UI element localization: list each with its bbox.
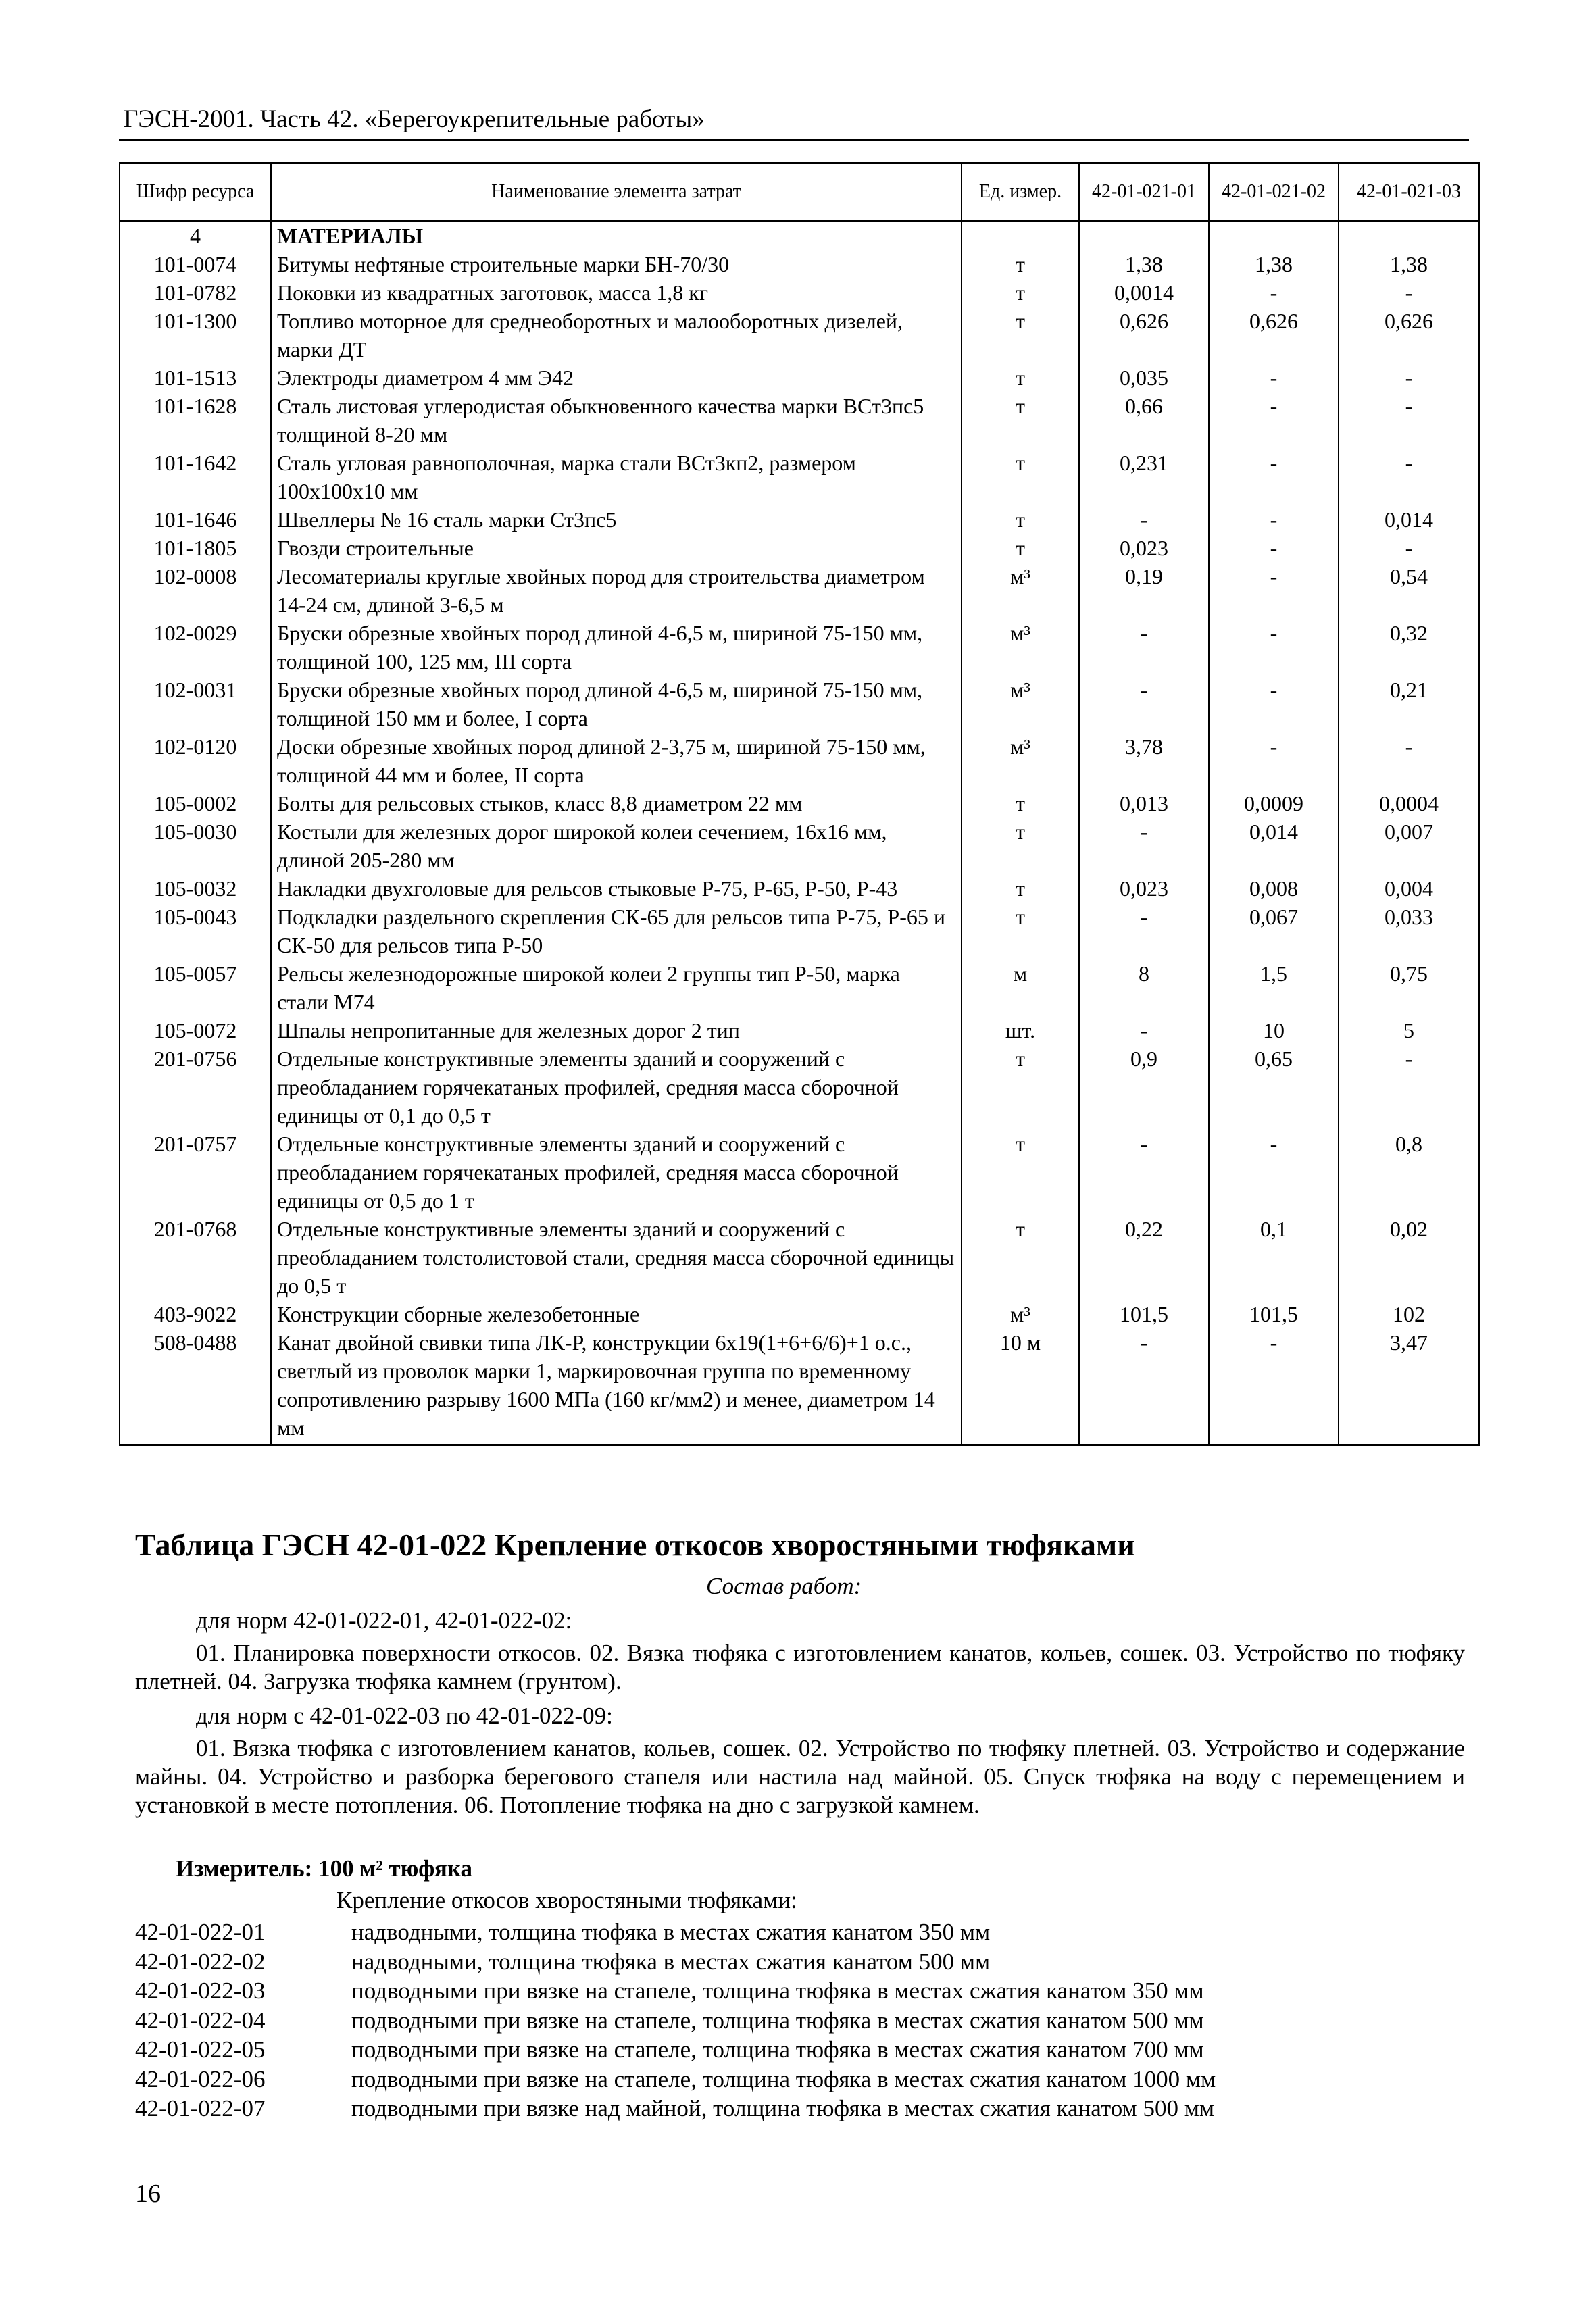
- cell-v1: 0,0014: [1079, 278, 1209, 307]
- cell-unit: м³: [962, 619, 1079, 676]
- list-item: [135, 1917, 1216, 1947]
- cell-v3: -: [1339, 392, 1479, 449]
- variant-code: 42-01-022-07: [135, 2095, 266, 2121]
- cell-name: Подкладки раздельного скрепления СК-65 для рельсов типа Р-75, Р-65 и СК-50 для рельсов типа Р-50: [271, 903, 962, 959]
- cell-v1: 101,5: [1079, 1300, 1209, 1328]
- cell-v2: -: [1209, 732, 1339, 789]
- cell-v1: 3,78: [1079, 732, 1209, 789]
- cell-v2: -: [1209, 1130, 1339, 1215]
- cell-v3: 0,75: [1339, 959, 1479, 1016]
- cell-v2: 0,008: [1209, 874, 1339, 903]
- cell-name: Шпалы непропитанные для железных дорог 2 тип: [271, 1016, 962, 1045]
- cell-code: 105-0030: [120, 818, 271, 874]
- cell-v3: -: [1339, 534, 1479, 562]
- table-row: [120, 619, 1479, 676]
- running-header: ГЭСН-2001. Часть 42. «Берегоукрепительные работы»: [124, 105, 705, 133]
- variant-code: 42-01-022-05: [135, 2036, 266, 2063]
- cell-v1: -: [1079, 676, 1209, 732]
- cell-unit: т: [962, 250, 1079, 278]
- materials-body: [120, 221, 1479, 1445]
- cell-unit: т: [962, 278, 1079, 307]
- cell-v3: 0,626: [1339, 307, 1479, 363]
- cell-name: Отдельные конструктивные элементы зданий и сооружений с преобладанием горячекатаных профилей, средняя масса сборочной единицы от 0,5 до 1 т: [271, 1130, 962, 1215]
- table-row: [120, 676, 1479, 732]
- table-row: [120, 1045, 1479, 1130]
- table-row: [120, 1130, 1479, 1215]
- cell-unit: т: [962, 1045, 1079, 1130]
- cell-code: 102-0029: [120, 619, 271, 676]
- table-row: [120, 534, 1479, 562]
- table-row: [120, 1016, 1479, 1045]
- cell-code: 101-0782: [120, 278, 271, 307]
- table-row: [120, 818, 1479, 874]
- cell-v3: 0,004: [1339, 874, 1479, 903]
- cell-v2: -: [1209, 619, 1339, 676]
- cell-v2: -: [1209, 1328, 1339, 1445]
- cell-v3: 0,0004: [1339, 789, 1479, 818]
- cell-code: 403-9022: [120, 1300, 271, 1328]
- cell-v2: 1,38: [1209, 250, 1339, 278]
- cell-code: 102-0120: [120, 732, 271, 789]
- variant-code: 42-01-022-03: [135, 1978, 266, 2004]
- cell-unit: т: [962, 1130, 1079, 1215]
- list-item: [135, 2094, 1216, 2123]
- table-row: [120, 959, 1479, 1016]
- cell-v1: 8: [1079, 959, 1209, 1016]
- table-row: [120, 789, 1479, 818]
- cell-name: Электроды диаметром 4 мм Э42: [271, 363, 962, 392]
- cell-v3: -: [1339, 278, 1479, 307]
- cell-name: Отдельные конструктивные элементы зданий и сооружений с преобладанием толстолистовой стали, средняя масса сборочной единицы до 0,5 т: [271, 1215, 962, 1300]
- cell-v2: -: [1209, 534, 1339, 562]
- cell-v3: -: [1339, 449, 1479, 505]
- cell-code: 201-0757: [120, 1130, 271, 1215]
- cell-v3: 0,033: [1339, 903, 1479, 959]
- cell-v3: 0,007: [1339, 818, 1479, 874]
- cell-code: 4: [120, 221, 271, 250]
- cell-code: 101-1642: [120, 449, 271, 505]
- table-title: Таблица ГЭСН 42-01-022 Крепление откосов хворостяными тюфяками: [135, 1528, 1135, 1562]
- variant-code: 42-01-022-06: [135, 2065, 266, 2092]
- cell-unit: шт.: [962, 1016, 1079, 1045]
- cell-code: 105-0032: [120, 874, 271, 903]
- list-item: [135, 1976, 1216, 2006]
- list-item: [135, 2035, 1216, 2065]
- cell-v3: -: [1339, 363, 1479, 392]
- cell-v1: -: [1079, 1130, 1209, 1215]
- cell-code: 101-1300: [120, 307, 271, 363]
- cell-v2: -: [1209, 562, 1339, 619]
- header-col3: 42-01-021-03: [1339, 163, 1479, 221]
- cell-unit: т: [962, 505, 1079, 534]
- cell-v1: 0,013: [1079, 789, 1209, 818]
- cell-v1: 0,231: [1079, 449, 1209, 505]
- variants-list: [135, 1917, 1216, 2123]
- table-row: [120, 874, 1479, 903]
- list-item: [135, 1947, 1216, 1977]
- cell-v1: 0,626: [1079, 307, 1209, 363]
- cell-code: 101-1628: [120, 392, 271, 449]
- cell-unit: т: [962, 307, 1079, 363]
- cell-unit: т: [962, 363, 1079, 392]
- cell-unit: м³: [962, 1300, 1079, 1328]
- cell-v3: 5: [1339, 1016, 1479, 1045]
- variant-code: 42-01-022-01: [135, 1919, 266, 1945]
- cell-code: 101-0074: [120, 250, 271, 278]
- header-name: Наименование элемента затрат: [271, 163, 962, 221]
- header-col2: 42-01-021-02: [1209, 163, 1339, 221]
- table-row: [120, 278, 1479, 307]
- cell-code: 102-0031: [120, 676, 271, 732]
- cell-name: Доски обрезные хвойных пород длиной 2-3,75 м, шириной 75-150 мм, толщиной 44 мм и более, II сорта: [271, 732, 962, 789]
- cell-unit: м: [962, 959, 1079, 1016]
- header-rule: [119, 139, 1469, 141]
- cell-name: Накладки двухголовые для рельсов стыковые Р-75, Р-65, Р-50, Р-43: [271, 874, 962, 903]
- cell-v2: 0,0009: [1209, 789, 1339, 818]
- variant-code: 42-01-022-02: [135, 1948, 266, 1975]
- cell-v1: -: [1079, 619, 1209, 676]
- cell-code: 105-0043: [120, 903, 271, 959]
- table-row: [120, 449, 1479, 505]
- cell-v1: -: [1079, 818, 1209, 874]
- cell-v1: 0,023: [1079, 534, 1209, 562]
- cell-unit: [962, 221, 1079, 250]
- cell-v2: -: [1209, 392, 1339, 449]
- cell-unit: м³: [962, 676, 1079, 732]
- cell-unit: т: [962, 874, 1079, 903]
- cell-v3: 102: [1339, 1300, 1479, 1328]
- cell-unit: т: [962, 818, 1079, 874]
- cell-unit: т: [962, 449, 1079, 505]
- header-unit: Ед. измер.: [962, 163, 1079, 221]
- cell-v3: 0,02: [1339, 1215, 1479, 1300]
- list-item: [135, 2006, 1216, 2036]
- cell-name: Битумы нефтяные строительные марки БН-70/30: [271, 250, 962, 278]
- cell-unit: т: [962, 903, 1079, 959]
- cell-v3: 0,32: [1339, 619, 1479, 676]
- cell-v1: 0,66: [1079, 392, 1209, 449]
- cell-code: 101-1805: [120, 534, 271, 562]
- cell-name: Лесоматериалы круглые хвойных пород для строительства диаметром 14-24 см, длиной 3-6,5 м: [271, 562, 962, 619]
- cell-name: Топливо моторное для среднеоборотных и малооборотных дизелей, марки ДТ: [271, 307, 962, 363]
- cell-unit: т: [962, 789, 1079, 818]
- cell-v3: 1,38: [1339, 250, 1479, 278]
- header-code: Шифр ресурса: [120, 163, 271, 221]
- cell-v2: -: [1209, 505, 1339, 534]
- table-row: [120, 1300, 1479, 1328]
- work-heading: Состав работ:: [706, 1573, 862, 1599]
- cell-v1: -: [1079, 1328, 1209, 1445]
- variant-text: подводными при вязке на стапеле, толщина тюфяка в местах сжатия канатом 1000 мм: [351, 2065, 1216, 2092]
- norms-1-label: для норм 42-01-022-01, 42-01-022-02:: [196, 1607, 572, 1634]
- cell-unit: т: [962, 534, 1079, 562]
- variant-text: надводными, толщина тюфяка в местах сжатия канатом 500 мм: [351, 1948, 991, 1975]
- cell-name: Болты для рельсовых стыков, класс 8,8 диаметром 22 мм: [271, 789, 962, 818]
- variant-code: 42-01-022-04: [135, 2007, 266, 2034]
- table-row: [120, 903, 1479, 959]
- cell-v2: -: [1209, 278, 1339, 307]
- norms-2-label: для норм с 42-01-022-03 по 42-01-022-09:: [196, 1703, 613, 1729]
- cell-v2: -: [1209, 676, 1339, 732]
- section-row: [120, 221, 1479, 250]
- cell-v2: 10: [1209, 1016, 1339, 1045]
- cell-v2: 0,626: [1209, 307, 1339, 363]
- cell-name: Бруски обрезные хвойных пород длиной 4-6,5 м, шириной 75-150 мм, толщиной 150 мм и более, I сорта: [271, 676, 962, 732]
- cell-v2: [1209, 221, 1339, 250]
- cell-v1: 0,023: [1079, 874, 1209, 903]
- materials-table: [119, 162, 1480, 1446]
- table-row: [120, 1215, 1479, 1300]
- cell-name: Бруски обрезные хвойных пород длиной 4-6,5 м, шириной 75-150 мм, толщиной 100, 125 мм, III сорта: [271, 619, 962, 676]
- cell-v1: -: [1079, 1016, 1209, 1045]
- cell-v2: -: [1209, 363, 1339, 392]
- variants-intro: Крепление откосов хворостяными тюфяками:: [336, 1887, 797, 1913]
- cell-v3: -: [1339, 732, 1479, 789]
- header-col1: 42-01-021-01: [1079, 163, 1209, 221]
- cell-code: 201-0756: [120, 1045, 271, 1130]
- cell-v1: -: [1079, 505, 1209, 534]
- table-row: [120, 505, 1479, 534]
- cell-name: Швеллеры № 16 сталь марки Ст3пс5: [271, 505, 962, 534]
- cell-v1: 0,22: [1079, 1215, 1209, 1300]
- table-row: [120, 363, 1479, 392]
- cell-v3: 0,54: [1339, 562, 1479, 619]
- cell-name: Канат двойной свивки типа ЛК-Р, конструкции 6x19(1+6+6/6)+1 о.с., светлый из проволок марки 1, маркировочная группа по временному сопротивлению разрыву 1600 МПа (160 кг/мм2) и менее, диаметром 14 мм: [271, 1328, 962, 1445]
- cell-name: Сталь угловая равнополочная, марка стали ВСт3кп2, размером 100x100x10 мм: [271, 449, 962, 505]
- norms-2-text: 01. Вязка тюфяка с изготовлением канатов, кольев, сошек. 02. Устройство по тюфяку плетней. 03. Устройство и содержание майны. 04. Устройство и разборка берегового стапеля или настила над майной. 05. Спуск тюфяка на воду с перемещением и установкой в месте потопления. 06. Потопление тюфяка на дно с загрузкой камнем.: [135, 1735, 1465, 1818]
- cell-name: МАТЕРИАЛЫ: [271, 221, 962, 250]
- cell-code: 201-0768: [120, 1215, 271, 1300]
- cell-code: 101-1513: [120, 363, 271, 392]
- cell-v2: 0,067: [1209, 903, 1339, 959]
- cell-name: Рельсы железнодорожные широкой колеи 2 группы тип Р-50, марка стали М74: [271, 959, 962, 1016]
- list-item: [135, 2065, 1216, 2094]
- norms-1-text: 01. Планировка поверхности откосов. 02. Вязка тюфяка с изготовлением канатов, кольев, сошек. 03. Устройство по тюфяку плетней. 04. Загрузка тюфяка камнем (грунтом).: [135, 1640, 1465, 1694]
- cell-name: Конструкции сборные железобетонные: [271, 1300, 962, 1328]
- cell-v2: 1,5: [1209, 959, 1339, 1016]
- table-header-row: [120, 163, 1479, 221]
- cell-name: Отдельные конструктивные элементы зданий и сооружений с преобладанием горячекатаных профилей, средняя масса сборочной единицы от 0,1 до 0,5 т: [271, 1045, 962, 1130]
- cell-v3: [1339, 221, 1479, 250]
- variant-text: подводными при вязке над майной, толщина тюфяка в местах сжатия канатом 500 мм: [351, 2095, 1214, 2121]
- variant-text: подводными при вязке на стапеле, толщина тюфяка в местах сжатия канатом 700 мм: [351, 2036, 1204, 2063]
- cell-v1: [1079, 221, 1209, 250]
- page-number: 16: [135, 2180, 161, 2208]
- cell-v2: 0,65: [1209, 1045, 1339, 1130]
- variant-text: надводными, толщина тюфяка в местах сжатия канатом 350 мм: [351, 1919, 991, 1945]
- cell-v1: 0,19: [1079, 562, 1209, 619]
- cell-code: 102-0008: [120, 562, 271, 619]
- meter-label: Измеритель: 100 м² тюфяка: [176, 1855, 472, 1882]
- cell-unit: м³: [962, 562, 1079, 619]
- table-row: [120, 1328, 1479, 1445]
- cell-code: 105-0002: [120, 789, 271, 818]
- cell-unit: 10 м: [962, 1328, 1079, 1445]
- cell-code: 105-0072: [120, 1016, 271, 1045]
- cell-v3: 3,47: [1339, 1328, 1479, 1445]
- table-row: [120, 732, 1479, 789]
- cell-v2: 0,014: [1209, 818, 1339, 874]
- cell-code: 508-0488: [120, 1328, 271, 1445]
- cell-v3: 0,21: [1339, 676, 1479, 732]
- cell-v2: -: [1209, 449, 1339, 505]
- cell-v2: 0,1: [1209, 1215, 1339, 1300]
- cell-v1: 1,38: [1079, 250, 1209, 278]
- cell-unit: т: [962, 1215, 1079, 1300]
- table-row: [120, 250, 1479, 278]
- cell-name: Костыли для железных дорог широкой колеи сечением, 16x16 мм, длиной 205-280 мм: [271, 818, 962, 874]
- cell-v1: -: [1079, 903, 1209, 959]
- cell-unit: т: [962, 392, 1079, 449]
- table-row: [120, 307, 1479, 363]
- cell-v3: -: [1339, 1045, 1479, 1130]
- variant-text: подводными при вязке на стапеле, толщина тюфяка в местах сжатия канатом 500 мм: [351, 2007, 1204, 2034]
- table-row: [120, 392, 1479, 449]
- cell-name: Поковки из квадратных заготовок, масса 1,8 кг: [271, 278, 962, 307]
- cell-v3: 0,8: [1339, 1130, 1479, 1215]
- cell-name: Сталь листовая углеродистая обыкновенного качества марки ВСт3пс5 толщиной 8-20 мм: [271, 392, 962, 449]
- variant-text: подводными при вязке на стапеле, толщина тюфяка в местах сжатия канатом 350 мм: [351, 1978, 1204, 2004]
- cell-v3: 0,014: [1339, 505, 1479, 534]
- table-row: [120, 562, 1479, 619]
- cell-v1: 0,035: [1079, 363, 1209, 392]
- cell-code: 105-0057: [120, 959, 271, 1016]
- cell-unit: м³: [962, 732, 1079, 789]
- cell-v1: 0,9: [1079, 1045, 1209, 1130]
- cell-code: 101-1646: [120, 505, 271, 534]
- cell-name: Гвозди строительные: [271, 534, 962, 562]
- cell-v2: 101,5: [1209, 1300, 1339, 1328]
